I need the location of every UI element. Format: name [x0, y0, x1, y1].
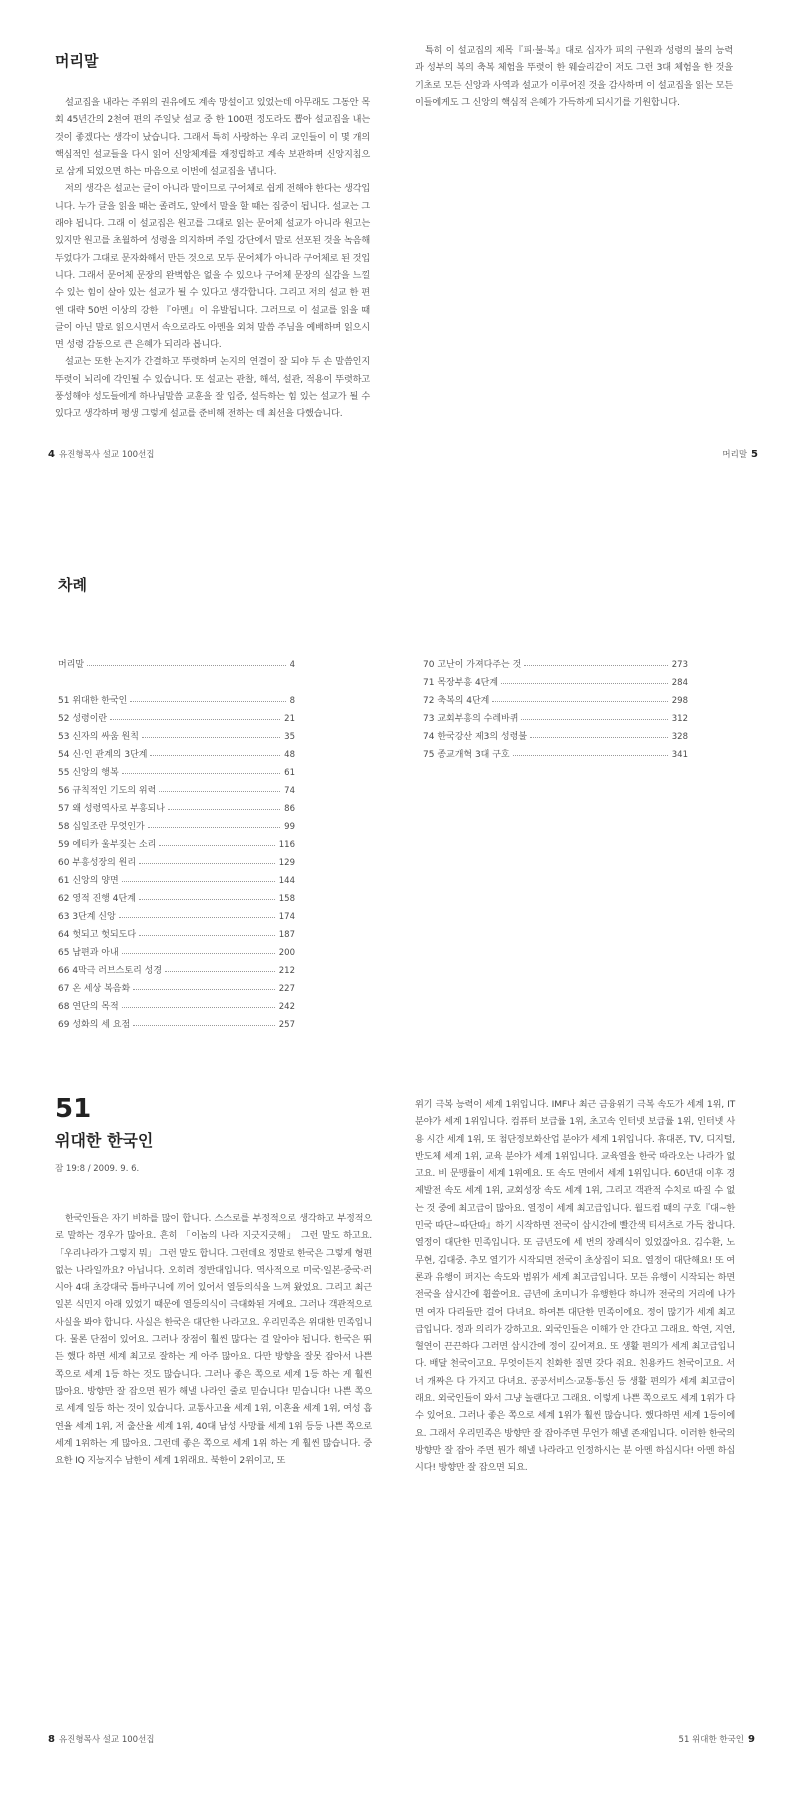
toc-entry-title: 64 헛되고 헛되도다 [58, 930, 137, 940]
toc-entry-title: 73 교회부흥의 수레바퀴 [423, 714, 519, 724]
toc-entry [58, 886, 295, 904]
folio-left [48, 448, 155, 460]
toc-entry [423, 742, 688, 760]
chapter-number: 51 [55, 1094, 92, 1124]
toc-entry [58, 922, 295, 940]
toc-entry-page: 158 [278, 894, 295, 904]
page-number: 8 [48, 1734, 55, 1745]
toc-leader-dots [119, 917, 275, 918]
toc-right-list [423, 652, 688, 760]
toc-entry [423, 670, 688, 688]
toc-entry [423, 688, 688, 706]
preface-paragraph: 저의 생각은 설교는 글이 아니라 말이므로 구어체로 쉽게 전해야 한다는 생각입니다. 누가 글을 읽을 때는 졸려도, 앞에서 말을 할 때는 집중이 됩니다. 설교는 그래야 됩니다. 그래 이 설교집은 원고를 그대로 읽는 문어체 설교가 아니라 원고는 있지만 원고를 초월하여 성령을 의지하며 주일 강단에서 말로 선포된 것을 녹음해 두었다가 그대로 문자화해서 만든 것으로 모두 문어체가 아니라 구어체로 된 것입니다. 그래서 문어체 문장의 완벽함은 없을 수 있으나 구어체 문장의 실감을 느낄 수 있는 힘이 살아 있는 설교가 될 수 있다고 생각합니다. 그리고 저의 설교 한 편엔 대략 50번 이상의 강한 『아멘』이 유발됩니다. 그러므로 이 설교를 읽을 때 글이 아닌 말로 읽으시면서 속으로라도 아멘을 외쳐 말씀 주님을 예배하며 읽으시면 성령 감동으로 큰 은혜가 되리라 봅니다. [55, 183, 370, 351]
preface-left-body [55, 94, 370, 423]
running-title: 유진형목사 설교 100선집 [58, 1735, 155, 1745]
toc-entry [58, 796, 295, 814]
toc-entry-page: 35 [284, 732, 295, 742]
toc-leader-dots [148, 827, 280, 828]
toc-entry-page: 48 [284, 750, 295, 760]
toc-leader-dots [150, 755, 280, 756]
toc-entry [58, 976, 295, 994]
toc-entry-title: 70 고난이 가져다주는 것 [423, 660, 522, 670]
preface-paragraph: 설교집을 내라는 주위의 권유에도 계속 망설이고 있었는데 아무래도 그동안 목회 45년간의 2천여 편의 주일낮 설교 중 한 100편 정도라도 뽑아 설교집을 내는 것이 좋겠다는 생각이 났습니다. 그래서 특히 사랑하는 우리 교인들이 이 몇 개의 핵심적인 설교들을 다시 읽어 신앙체계를 재정립하고 계속 보관하며 신앙지침으로 삼게 되었으면 하는 마음으로 이번에 설교집을 냅니다. [55, 97, 370, 178]
toc-leader-dots [168, 809, 280, 810]
toc-entry [58, 904, 295, 922]
toc-leader-dots [159, 791, 280, 792]
toc-entry-title: 69 성화의 세 요점 [58, 1020, 131, 1030]
toc-entry [58, 1012, 295, 1030]
toc-entry [58, 778, 295, 796]
chapter-paragraph: 한국인들은 자기 비하를 많이 합니다. 스스로를 부정적으로 생각하고 부정적으로 말하는 경우가 많아요. 흔히 「이놈의 나라 지긋지긋해」 그런 말도 하고요. 「우리나라가 그렇지 뭐」 그런 말도 합니다. 그런데요 정말로 한국은 그렇게 형편없는 나라일까요? 아닙니다. 오히려 정반대입니다. 역사적으로 미국·일본·중국·러시아 4대 초강대국 틈바구니에 끼어 있어서 열등의식을 느껴 왔었요. 그리고 최근 일본 식민지 아래 있었기 때문에 열등의식이 극대화된 거예요. 그러나 객관적으로 사실을 봐야 합니다. 사실은 한국은 대단한 나라고요. 우리민족은 위대한 민족입니다. 물론 단점이 있어요. 그러나 장점이 훨씬 많다는 걸 알아야 됩니다. 한국은 뛰든 했다 하면 세계 최고로 잘하는 게 아주 많아요. 다만 방향을 잘못 잡아서 나쁜 쪽으로 세계 1등 하는 것도 많습니다. 그러나 좋은 쪽으로 세계 1등 하는 게 훨씬 많아요. 방향만 잘 잡으면 뭔가 해낼 나라인 줄로 믿습니다! 믿습니다! 나쁜 쪽으로 세계 일등 하는 것이 있습니다. 교통사고율 세계 1위, 이혼율 세계 1위, 여성 흡연율 세계 1위, 저 출산율 세계 1위, 40대 남성 사망률 세계 1위 등등 나쁜 쪽으로 세계 1위하는 게 많아요. 그런데 좋은 쪽으로 세계 1위 하는 게 훨씬 많습니다. 중요한 IQ 지능지수 남한이 세계 1위래요. 북한이 2위이고, 또 [55, 1213, 372, 1467]
toc-entry-page: 187 [278, 930, 295, 940]
toc-entry-page: 61 [284, 768, 295, 778]
running-title: 유진형목사 설교 100선집 [58, 450, 155, 460]
scripture-reference: 잠 19:8 / 2009. 9. 6. [55, 1164, 140, 1174]
toc-leader-dots [165, 971, 275, 972]
toc-leader-dots [492, 701, 667, 702]
toc-entry-title: 54 신·인 관계의 3단계 [58, 750, 148, 760]
toc-leader-dots [130, 701, 285, 702]
toc-entry-page: 212 [278, 966, 295, 976]
toc-heading: 차례 [58, 576, 87, 594]
toc-leader-dots [122, 881, 275, 882]
running-title: 51 위대한 한국인 [678, 1735, 745, 1745]
toc-entry-title: 71 목장부흥 4단계 [423, 678, 499, 688]
toc-entry-title: 머리말 [58, 660, 85, 670]
folio-right [722, 448, 758, 460]
page-number: 9 [748, 1734, 755, 1745]
toc-entry-title: 57 왜 성령역사로 부흥되나 [58, 804, 165, 814]
toc-entry-page: 174 [278, 912, 295, 922]
toc-entry [58, 868, 295, 886]
toc-entry-page: 8 [289, 696, 295, 706]
toc-entry [58, 652, 295, 670]
toc-entry-title: 66 4막극 러브스토리 성경 [58, 966, 163, 976]
toc-entry-page: 74 [284, 786, 295, 796]
toc-entry-page: 116 [278, 840, 295, 850]
toc-leader-dots [133, 989, 275, 990]
toc-entry-title: 52 성령이란 [58, 714, 108, 724]
toc-entry [58, 724, 295, 742]
toc-leader-dots [122, 1007, 275, 1008]
preface-right-body [415, 42, 733, 111]
preface-paragraph: 특히 이 설교집의 제목『피·불·복』대로 십자가 피의 구원과 성령의 불의 능력과 성부의 복의 축복 체험을 뚜렷이 한 웨슬리같이 저도 그런 3대 체험을 한 것을 기초로 모든 신앙과 사역과 설교가 이루어진 것을 감사하며 이 설교집을 읽는 모든 이들에게도 그 신앙의 핵심적 은혜가 가득하게 되시기를 기원합니다. [415, 45, 733, 108]
toc-entry [423, 652, 688, 670]
toc-entry [58, 742, 295, 760]
page-number: 4 [48, 449, 55, 460]
toc-entry-page: 4 [289, 660, 295, 670]
toc-entry [423, 706, 688, 724]
chapter-right-body [415, 1096, 735, 1477]
toc-entry-title: 75 종교개혁 3대 구호 [423, 750, 510, 760]
toc-leader-dots [133, 1025, 275, 1026]
toc-entry-page: 144 [278, 876, 295, 886]
toc-entry-page: 312 [671, 714, 688, 724]
toc-entry-title: 72 축복의 4단계 [423, 696, 490, 706]
toc-entry-page: 129 [278, 858, 295, 868]
toc-leader-dots [524, 665, 667, 666]
toc-entry [423, 724, 688, 742]
toc-entry [58, 850, 295, 868]
toc-entry [58, 760, 295, 778]
toc-entry [58, 814, 295, 832]
toc-leader-dots [122, 953, 275, 954]
toc-leader-dots [513, 755, 668, 756]
toc-entry [58, 706, 295, 724]
toc-left-list [58, 652, 295, 1030]
toc-entry [58, 940, 295, 958]
toc-leader-dots [521, 719, 667, 720]
toc-entry-title: 62 영적 진행 4단계 [58, 894, 136, 904]
toc-entry-title: 63 3단계 신앙 [58, 912, 116, 922]
toc-entry-page: 99 [284, 822, 295, 832]
toc-entry-title: 58 십일조란 무엇인가 [58, 822, 145, 832]
chapter-left-body [55, 1210, 372, 1469]
toc-leader-dots [159, 845, 274, 846]
toc-entry-title: 53 신자의 싸움 원칙 [58, 732, 139, 742]
toc-leader-dots [139, 935, 275, 936]
page-number: 5 [751, 449, 758, 460]
folio-left [48, 1733, 155, 1745]
toc-entry [58, 670, 295, 688]
toc-entry [58, 958, 295, 976]
toc-entry [58, 688, 295, 706]
toc-entry-title: 67 온 세상 복음화 [58, 984, 131, 994]
toc-entry-page: 227 [278, 984, 295, 994]
toc-entry-title: 60 부흥성장의 원리 [58, 858, 137, 868]
toc-leader-dots [139, 863, 275, 864]
toc-leader-dots [87, 665, 285, 666]
toc-entry [58, 994, 295, 1012]
toc-entry-page: 200 [278, 948, 295, 958]
toc-leader-dots [110, 719, 280, 720]
running-title: 머리말 [722, 450, 748, 460]
toc-entry [58, 832, 295, 850]
toc-entry-page: 341 [671, 750, 688, 760]
toc-entry-page: 328 [671, 732, 688, 742]
toc-leader-dots [142, 737, 280, 738]
toc-entry-page: 257 [278, 1020, 295, 1030]
preface-heading: 머리말 [55, 52, 99, 70]
toc-entry-page: 86 [284, 804, 295, 814]
toc-entry-title: 51 위대한 한국인 [58, 696, 128, 706]
toc-entry-page: 298 [671, 696, 688, 706]
toc-entry-title: 56 규칙적인 기도의 위력 [58, 786, 157, 796]
toc-entry-page: 284 [671, 678, 688, 688]
chapter-paragraph: 위기 극복 능력이 세계 1위입니다. IMF나 최근 금융위기 극복 속도가 세계 1위, IT 분야가 세계 1위입니다. 컴퓨터 보급률 1위, 초고속 인터넷 보급률 1위, 인터넷 사용 시간 세계 1위, 또 첨단정보화산업 분야가 세계 1위입니다. 휴대폰, TV, 디지털, 반도체 세계 1위, 교육 분야가 세계 1위입니다. 교육열을 한국 따라오는 나라가 없고요. 비 문맹률이 세계 1위예요. 또 속도 면에서 세계 1위입니다. 60년대 이후 경제발전 속도 세계 1위, 교회성장 속도 세계 1위, 그리고 객관적 수치로 따질 수 없는 것 중에 최고급이 많아요. 열정이 세계 최고급입니다. 월드컵 때의 구호『대~한민국 따단~따단따』하기 시작하면 전국이 삽시간에 빨간색 티셔츠로 가득 찹니다. 열정이 대단한 민족입니다. 또 금년도에 세 번의 장례식이 있었잖아요. 김수환, 노무현, 김대중. 추모 열기가 시작되면 전국이 초상집이 되요. 열정이 대단해요! 또 여론과 유행이 퍼지는 속도와 범위가 세계 최고급입니다. 모든 유행이 시작되는 하면 전국을 삽시간에 휩쓸어요. 금년에 초미니가 유행한다 하니까 전국의 거리에 나가면 여자 다리들만 걸어 다녀요. 하여튼 대단한 민족이에요. 정이 많기가 세계 최고급입니다. 정과 의리가 강하고요. 외국인들은 이해가 안 간다고 그래요. 학연, 지연, 혈연이 끈끈하다 그러면 삽시간에 정이 깊어져요. 또 생활 편의가 세계 최고급입니다. 배달 천국이고요. 무엇이든지 친화한 질면 갖다 줘요. 친용카드 천국이고요. 서너 개짜은 다 가지고 다녀요. 공공서비스·교통·통신 등 생활 편의가 세계 최고급이래요. 외국인들이 와서 그냥 놀랜다고 그래요. 이렇게 나쁜 쪽으로도 세계 1위가 다수 있어요. 그러나 좋은 쪽으로 세계 1위가 훨씬 많습니다. 했다하면 세계 1등이에요. 그래서 우리민족은 방향만 잘 잡아주면 무언가 해낼 존재입니다. 이러한 한국의 방향만 잘 잡아 주면 뭔가 해낼 나라라고 인정하시는 분 아멘 하십시다! 아멘 하십시다! 방향만 잘 잡으면 되요. [415, 1099, 735, 1474]
toc-entry-page: 273 [671, 660, 688, 670]
toc-leader-dots [501, 683, 668, 684]
toc-entry-page: 21 [284, 714, 295, 724]
toc-entry-page: 242 [278, 1002, 295, 1012]
toc-leader-dots [530, 737, 668, 738]
toc-entry-title: 55 신앙의 행복 [58, 768, 119, 778]
chapter-title: 위대한 한국인 [55, 1131, 154, 1150]
preface-paragraph: 설교는 또한 논지가 간결하고 뚜렷하며 논지의 연결이 잘 되야 두 손 말씀인지 뚜렷이 뇌리에 각인될 수 있습니다. 또 설교는 관찰, 해석, 설관, 적용이 뚜렷하고 풍성해야 성도들에게 하나님말씀 교훈을 잘 입증, 설득하는 힘 있는 설교가 될 수 있다고 생각하며 평생 그렇게 설교를 준비해 전하는 데 최선을 다했습니다. [55, 356, 370, 420]
toc-leader-dots [139, 899, 275, 900]
toc-leader-dots [122, 773, 281, 774]
toc-entry-title: 61 신앙의 양면 [58, 876, 119, 886]
toc-entry-title: 74 한국강산 제3의 성령불 [423, 732, 528, 742]
toc-entry-title: 59 에티카 울부짖는 소리 [58, 840, 157, 850]
toc-entry-title: 65 남편과 아내 [58, 948, 119, 958]
folio-right [679, 1733, 755, 1745]
toc-entry-title: 68 연단의 목적 [58, 1002, 119, 1012]
